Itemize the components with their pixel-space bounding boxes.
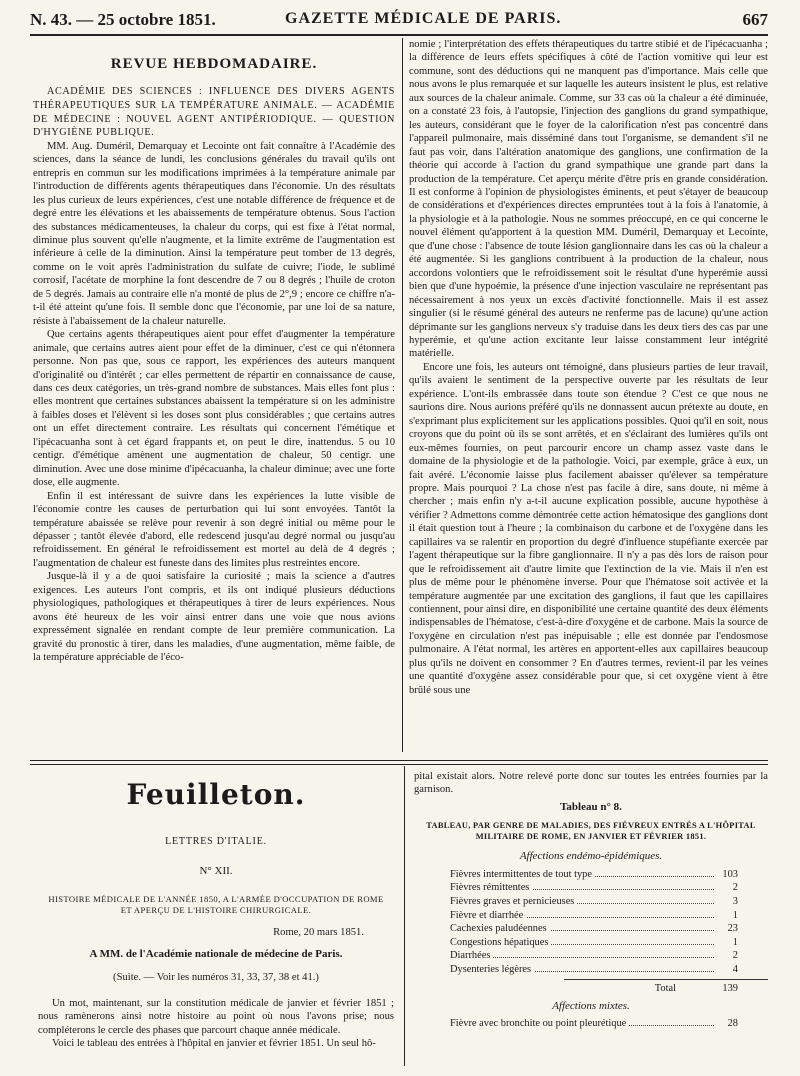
feuilleton-paragraph: Un mot, maintenant, sur la constitution médicale de janvier et février 1851 ; nous ramènerons ainsi notre histoire au point où nous l'avons prise; nous compléterons le cercle des phases que parcourt chaque année médicale.: [38, 997, 394, 1036]
feuilleton-divider: [404, 766, 405, 1066]
feuilleton-title: Feuilleton.: [126, 778, 306, 811]
feuilleton-column: [38, 770, 394, 1068]
table-row: [450, 922, 738, 936]
table-total: [450, 982, 738, 996]
right-column: [409, 38, 768, 752]
feuilleton-date: Rome, 20 mars 1851.: [273, 927, 364, 939]
revue-title: REVUE HEBDOMADAIRE.: [110, 56, 318, 72]
article-paragraph: nomie ; l'interprétation des effets thérapeutiques du tartre stibié et de l'ipécacuanha ; la différence de leurs effets spécifiques à côté de l'action vomitive qui leur est commune, sont des déductions qui ne manquent pas d'importance. Mais celle que nous avons le plus remarquée et sur laquelle les auteurs insistent le plus, est relative aux sources de la chaleur animale. Comme, sur 33 cas où la chaleur a été diminuée, on a constaté 23 fois, à l'autopsie, l'injection des ganglions du grand sympathique, les auteurs, considérant que le foyer de la calorification n'est pas concentré dans l'appareil pulmonaire, mais disséminé dans tout l'organisme, se demandent s'il ne faut pas voir, dans l'altération anatomique des ganglions, une confirmation de la théorie qui accorde à l'action du grand sympathique une grande part dans la production de la température. Cet aperçu mérite d'être pris en grande considération. Il est conforme à l'opinion de physiologistes éminents, et peut s'étayer de beaucoup de considérations et d'expériences directes empruntées tout à la fois à l'anatomie, à la physiologie et à la pathologie. Nous ne sommes préoccupé, en ce qui concerne le nouvel élément qu'apportent à la question MM. Duméril, Demarquay et Lecointe, que d'une chose : l'absence de toute lésion ganglionnaire dans les cas où la chaleur a été augmentée. Si les ganglions contribuent à la production de la chaleur, nous accordons volontiers que le refroidissement soit le résultat d'une hyperémie aussi bien que d'une hypoémie, la présence d'une injection vasculaire ne représentant pas nécessairement à nos yeux un excès d'activité fonctionnelle. Mais il est assez singulier (si le résumé général des auteurs ne renferme pas de lacune) qu'une action déprimante sur les ganglions nerveux s'y traduise dans les deux tiers des cas par une hyperémie, et qu'une action excitante leur laisse constamment leur intégrité matérielle.: [409, 39, 768, 360]
revue-paragraph: Enfin il est intéressant de suivre dans les expériences la lutte visible de l'économie contre les causes de perturbation qui lui sont envoyées. Tantôt la température abaissée se relève pour revenir à son degré initial ou même pour le dépasser ; tantôt élevée d'abord, elle redescend jusqu'au degré normal ou jusqu'au refroidissement. En général le refroidissement est mortel au delà de 4 degrés ; l'augmentation de chaleur est funeste dans des limites plus restreintes encore.: [33, 490, 395, 569]
table-subtitle: TABLEAU, PAR GENRE DE MALADIES, DES FIÉVREUX ENTRÉS A L'HÔPITAL MILITAIRE DE ROME, EN JANVIER ET FÉVRIER 1851.: [426, 821, 756, 842]
journal-title: GAZETTE MÉDICALE DE PARIS.: [285, 10, 562, 27]
total-value: 139: [722, 982, 738, 994]
header-rule: [30, 34, 768, 36]
row-label: Cachexies paludéennes: [450, 922, 550, 935]
revue-paragraph: MM. Aug. Duméril, Demarquay et Lecointe ont fait connaître à l'Académie des sciences, dans la séance de lundi, les conclusions générales du travail qu'ils ont entrepris en commun sur les modifications imprimées à la température animale par l'introduction de différents agents thérapeutiques dans l'économie. Un des résultats les plus curieux de leurs expériences, c'est une notable différence de fréquence et de degré entre les élévations et les abaissements de température obtenus. Sous l'action des substances médicamenteuses, la chaleur du corps, qui est fixe à l'état normal, diminue plus souvent qu'elle n'augmente, et la limite extrême de l'augmentation est inférieure à celle de la diminution. Ainsi la température peut tomber de 13 degrés, comme on le voit après l'administration du sulfate de cuivre; l'iode, le sublimé corrosif, l'acétate de morphine la font descendre de 7 ou 8 degrés ; l'huile de croton de 5 degrés. Jamais au contraire elle n'a monté de plus de 2°,9 ; encore ce chiffre n'a-t-il été atteint qu'une fois. Il semble donc que l'économie, par une loi de sa nature, résiste à l'abaissement de la chaleur naturelle.: [33, 140, 395, 327]
feuilleton-paragraph: Voici le tableau des entrées à l'hôpital en janvier et février 1851. Un seul hô-: [52, 1038, 376, 1050]
row-label: Fièvres rémittentes: [450, 881, 532, 894]
row-label: Fièvre avec bronchite ou point pleurétique: [450, 1017, 629, 1030]
row-value: 2: [730, 881, 738, 894]
page-number: 667: [742, 10, 768, 29]
row-value: 23: [725, 922, 738, 935]
table-group-heading: Affections mixtes.: [552, 999, 630, 1012]
row-label: Diarrhées: [450, 949, 493, 962]
table-row: [450, 895, 738, 909]
feuilleton-addressee: A MM. de l'Académie nationale de médecine de Paris.: [89, 947, 343, 960]
table-row: [450, 1017, 738, 1031]
revue-column: [33, 50, 395, 752]
row-label: Fièvres graves et pernicieuses: [450, 895, 577, 908]
row-value: 1: [730, 936, 738, 949]
table-row: [450, 868, 738, 882]
feuilleton-rule: [30, 760, 768, 761]
revue-paragraph: Jusque-là il y a de quoi satisfaire la curiosité ; mais la science a d'autres exigences. Les auteurs l'ont compris, et ils ont indiqué plusieurs déductions physiologiques, pathologiques et thérapeutiques à tirer de leurs expériences. Nous avons été heureux de les voir ainsi entrer dans une voie que nous avions expressément signalée en rendant compte de leur première communication. La gravité du pronostic à tirer, dans les maladies, d'une augmentation, même faible, de la température appréciable de l'éco-: [33, 571, 395, 664]
table-row: [450, 936, 738, 950]
total-rule: [564, 979, 768, 980]
row-value: 3: [730, 895, 738, 908]
feuilleton-series: LETTRES D'ITALIE.: [165, 836, 267, 848]
table-intro: pital existait alors. Notre relevé porte donc sur toutes les entrées fournies par la garnison.: [414, 771, 768, 796]
revue-heading: ACADÉMIE DES SCIENCES : INFLUENCE DES DIVERS AGENTS THÉRAPEUTIQUES SUR LA TEMPÉRATURE ANIMALE. — ACADÉMIE DE MÉDECINE : NOUVEL AGENT ANTIPÉRIODIQUE. — QUESTION D'HYGIÈNE PUBLIQUE.: [33, 86, 395, 139]
row-label: Dysenteries légères: [450, 963, 534, 976]
table-row: [450, 949, 738, 963]
row-value: 28: [725, 1017, 738, 1030]
feuilleton-number: N° XII.: [199, 864, 233, 877]
table-row: [450, 909, 738, 923]
row-value: 2: [730, 949, 738, 962]
table-row: [450, 881, 738, 895]
revue-paragraph: Que certains agents thérapeutiques aient pour effet d'augmenter la température animale, que certains autres aient pour effet de la diminuer, c'est ce qui n'étonnera personne. Non pas que, sous ce rapport, les expériences des auteurs manquent d'originalité ou d'intérêt ; car elles permettent de répartir en connaissance de cause, dans ces deux catégories, un très-grand nombre de substances. Mais elles font plus : elles montrent que certaines substances abaissent la température si on les administre à faibles doses et l'élèvent si les doses sont plus considérables ; que certains autres ont un effet directement contraire. Les résultats qui concernent l'émétique et l'ipécacuanha sont à cet égard frappants et, on peut le dire, inattendus. 5 ou 10 centigr. d'émétique amènent une augmentation de chaleur, 50 centigr. une diminution. Avec une dose minime d'ipécacuanha, la chaleur diminue; avec une forte dose, elle augmente.: [33, 329, 395, 489]
issue-number: N. 43. — 25 octobre 1851.: [30, 10, 216, 29]
row-label: Fièvres intermittentes de tout type: [450, 868, 595, 881]
row-label: Congestions hépatiques: [450, 936, 551, 949]
table-last-row: [450, 1017, 738, 1031]
feuilleton-rule: [30, 764, 768, 765]
page-header: [30, 6, 768, 32]
total-label: Total: [654, 982, 676, 994]
row-value: 103: [719, 868, 738, 881]
row-value: 4: [730, 963, 738, 976]
row-label: Fièvre et diarrhée: [450, 909, 526, 922]
row-value: 1: [730, 909, 738, 922]
table-group-heading: Affections endémo-épidémiques.: [519, 850, 663, 863]
table-row: [450, 963, 738, 977]
feuilleton-subtitle: HISTOIRE MÉDICALE DE L'ANNÉE 1850, A L'ARMÉE D'OCCUPATION DE ROME ET APERÇU DE L'HISTOIRE CHIRURGICALE.: [48, 894, 384, 916]
article-paragraph: Encore une fois, les auteurs ont témoigné, dans plusieurs parties de leur travail, qu'ils avaient le sentiment de la perspective ouverte par les résultats de leur expérience. L'ont-ils embrassée dans toute son étendue ? C'est ce que nous ne saurions dire. Nous aurions préféré qu'ils ne donnassent aucun prétexte au doute, en s'exprimant plus explicitement sur les applications possibles. Quoi qu'il en soit, nous croyons que du point où ils se sont arrêtés, et en s'éclairant des lumières qu'ils ont eux-mêmes fournies, on peut parcourir encore un champ assez vaste dans le domaine de la physiologie et de la pathologie. Voici, par exemple, grâce à eux, un fait avéré. L'économie laisse plus facilement abaisser qu'élever sa température propre. Mais pourquoi ? La chose n'est pas facile à dire, sans doute, ni même à chercher ; mais enfin n'y a-t-il aucune explication possible, aucune hypothèse à vérifier ? Admettons comme démontrée cette action hématosique des ganglions dont il était question tout à l'heure ; la combinaison du carbone et de l'oxygène dans les capillaires va se ralentir en proportion du degré d'influence stupéfiante exercée par l'agent thérapeutique sur la fibre ganglionnaire. Il n'y a pas dès lors de raison pour que le refroidissement ait d'autre limite que l'extinction de la vie. Mais il n'en est plus de même pour le phénomène inverse. Pour que l'hématose soit activée et la température augmentée par une excitation des ganglions, il faut que les capillaires contiennent, pour ainsi dire, en disponibilité une certaine quantité des deux éléments indispensables de l'hématose, c'est-à-dire d'oxygène et de carbone. Mais la source de l'oxygène en circulation n'est pas inépuisable ; elle est donnée par l'endosmose pulmonaire. A l'état normal, les artères en apportent-elles aux capillaires beaucoup plus qu'ils ne doivent en consommer ? En d'autres termes, revient-il par les veines une quantité d'oxygène assez considérable pour que, si cet oxygène vient à être brûlé sous une: [409, 361, 768, 696]
table-column: [414, 770, 768, 1068]
column-divider: [402, 38, 403, 752]
table-title: Tableau n° 8.: [560, 800, 622, 813]
disease-table: [450, 868, 738, 977]
feuilleton-suite: (Suite. — Voir les numéros 31, 33, 37, 38 et 41.): [113, 972, 319, 984]
